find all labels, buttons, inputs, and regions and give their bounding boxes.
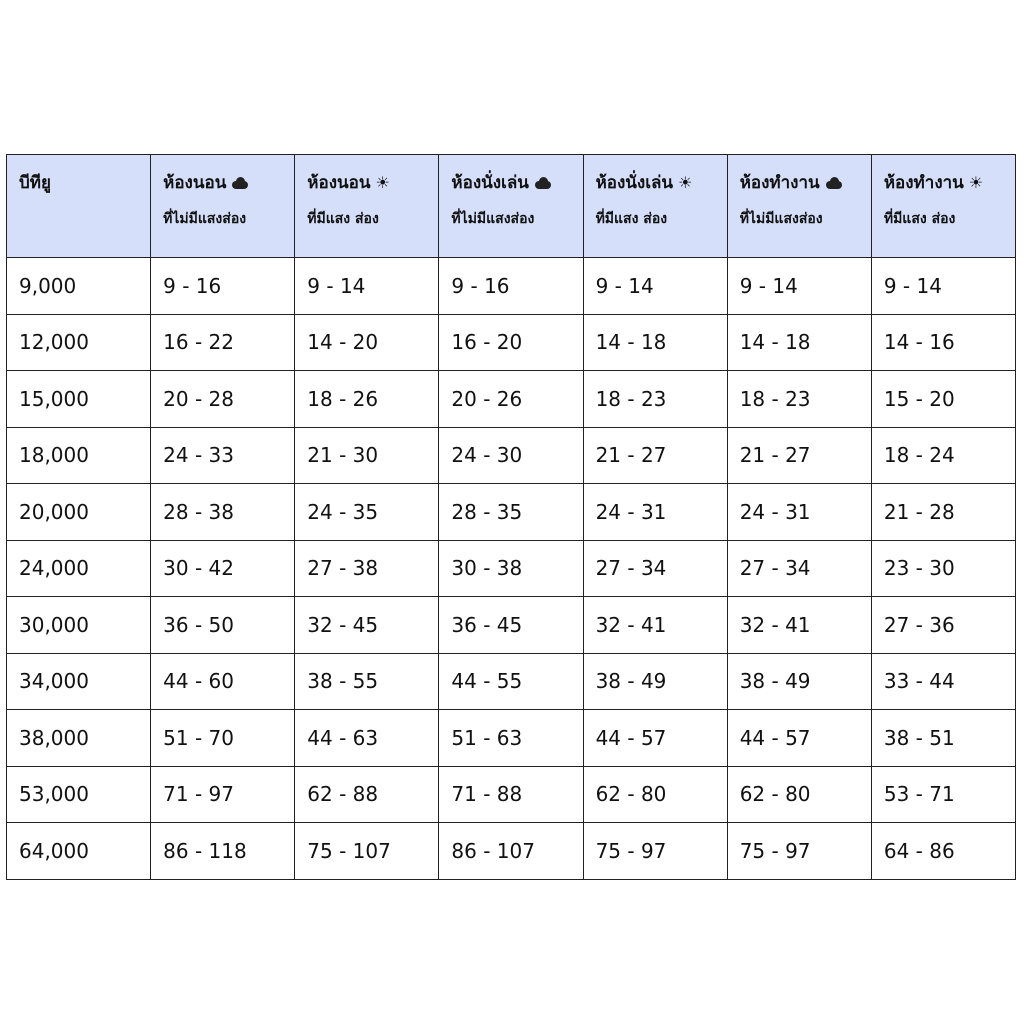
- table-row: [7, 653, 1016, 710]
- area-range-cell: 62 - 80: [583, 766, 727, 823]
- area-range-cell: 24 - 31: [727, 484, 871, 541]
- area-range-cell: 21 - 28: [871, 484, 1015, 541]
- header-light-note: ที่มีแสง ส่อง: [595, 211, 668, 227]
- btu-cell: 64,000: [7, 823, 151, 880]
- cloud-icon: [231, 177, 249, 189]
- btu-cell: 20,000: [7, 484, 151, 541]
- cloud-icon: [534, 177, 552, 189]
- table-row: [7, 484, 1016, 541]
- area-range-cell: 75 - 97: [727, 823, 871, 880]
- area-range-cell: 36 - 45: [439, 597, 583, 654]
- area-range-cell: 9 - 14: [871, 258, 1015, 315]
- header-room-name: ห้องนอน: [163, 173, 227, 193]
- area-range-cell: 14 - 16: [871, 314, 1015, 371]
- area-range-cell: 14 - 20: [295, 314, 439, 371]
- area-range-cell: 28 - 35: [439, 484, 583, 541]
- btu-cell: 18,000: [7, 427, 151, 484]
- btu-cell: 15,000: [7, 371, 151, 428]
- header-room-label: [596, 169, 727, 196]
- btu-cell: 12,000: [7, 314, 151, 371]
- table-row: [7, 427, 1016, 484]
- btu-cell: 53,000: [7, 766, 151, 823]
- header-room-label: [740, 169, 871, 196]
- header-room-label: [163, 169, 294, 196]
- area-range-cell: 18 - 26: [295, 371, 439, 428]
- area-range-cell: 15 - 20: [871, 371, 1015, 428]
- area-range-cell: 64 - 86: [871, 823, 1015, 880]
- header-row: [7, 155, 1016, 258]
- area-range-cell: 86 - 107: [439, 823, 583, 880]
- btu-cell: 34,000: [7, 653, 151, 710]
- area-range-cell: 44 - 60: [151, 653, 295, 710]
- table-row: [7, 766, 1016, 823]
- header-room-label: [451, 169, 582, 196]
- table-body: [7, 258, 1016, 880]
- area-range-cell: 53 - 71: [871, 766, 1015, 823]
- area-range-cell: 44 - 57: [583, 710, 727, 767]
- table-row: [7, 597, 1016, 654]
- area-range-cell: 30 - 38: [439, 540, 583, 597]
- area-range-cell: 75 - 107: [295, 823, 439, 880]
- area-range-cell: 24 - 30: [439, 427, 583, 484]
- area-range-cell: 14 - 18: [583, 314, 727, 371]
- area-range-cell: 24 - 35: [295, 484, 439, 541]
- header-room-name: ห้องทำงาน: [883, 173, 964, 193]
- header-light-note: ที่ไม่มีแสงส่อง: [451, 211, 535, 227]
- sun-icon: ☀: [968, 172, 984, 192]
- header-room-label: [307, 169, 438, 196]
- table-row: [7, 540, 1016, 597]
- area-range-cell: 21 - 27: [727, 427, 871, 484]
- btu-room-size-table: [6, 154, 1016, 880]
- area-range-cell: 28 - 38: [151, 484, 295, 541]
- area-range-cell: 24 - 31: [583, 484, 727, 541]
- header-light-note: ที่มีแสง ส่อง: [883, 211, 956, 227]
- area-range-cell: 38 - 51: [871, 710, 1015, 767]
- area-range-cell: 9 - 14: [583, 258, 727, 315]
- area-range-cell: 9 - 14: [727, 258, 871, 315]
- header-col-0: [151, 155, 295, 258]
- header-room-name: ห้องนั่งเล่น: [451, 173, 529, 193]
- header-col-4: [727, 155, 871, 258]
- header-btu-label: บีทียู: [19, 173, 51, 193]
- header-light-note: ที่มีแสง ส่อง: [307, 211, 379, 227]
- area-range-cell: 24 - 33: [151, 427, 295, 484]
- area-range-cell: 27 - 38: [295, 540, 439, 597]
- area-range-cell: 18 - 23: [727, 371, 871, 428]
- area-range-cell: 21 - 27: [583, 427, 727, 484]
- area-range-cell: 23 - 30: [871, 540, 1015, 597]
- area-range-cell: 38 - 49: [583, 653, 727, 710]
- area-range-cell: 62 - 80: [727, 766, 871, 823]
- area-range-cell: 20 - 26: [439, 371, 583, 428]
- table-row: [7, 710, 1016, 767]
- header-col-5: [871, 155, 1015, 258]
- table-row: [7, 823, 1016, 880]
- area-range-cell: 30 - 42: [151, 540, 295, 597]
- table-row: [7, 371, 1016, 428]
- area-range-cell: 62 - 88: [295, 766, 439, 823]
- header-room-name: ห้องนั่งเล่น: [595, 173, 674, 193]
- header-col-3: [583, 155, 727, 258]
- area-range-cell: 9 - 16: [151, 258, 295, 315]
- header-room-label: [884, 169, 1015, 196]
- area-range-cell: 16 - 22: [151, 314, 295, 371]
- area-range-cell: 51 - 70: [151, 710, 295, 767]
- area-range-cell: 20 - 28: [151, 371, 295, 428]
- area-range-cell: 33 - 44: [871, 653, 1015, 710]
- area-range-cell: 9 - 14: [295, 258, 439, 315]
- area-range-cell: 9 - 16: [439, 258, 583, 315]
- btu-table-container: [6, 154, 1016, 880]
- area-range-cell: 16 - 20: [439, 314, 583, 371]
- header-col-2: [439, 155, 583, 258]
- btu-cell: 38,000: [7, 710, 151, 767]
- area-range-cell: 36 - 50: [151, 597, 295, 654]
- sun-icon: ☀: [375, 172, 390, 192]
- header-btu: [7, 155, 151, 258]
- area-range-cell: 44 - 63: [295, 710, 439, 767]
- btu-cell: 24,000: [7, 540, 151, 597]
- header-light-note: ที่ไม่มีแสงส่อง: [739, 211, 823, 227]
- area-range-cell: 27 - 34: [727, 540, 871, 597]
- table-header: [7, 155, 1016, 258]
- area-range-cell: 38 - 55: [295, 653, 439, 710]
- area-range-cell: 32 - 41: [727, 597, 871, 654]
- area-range-cell: 86 - 118: [151, 823, 295, 880]
- area-range-cell: 18 - 23: [583, 371, 727, 428]
- area-range-cell: 32 - 41: [583, 597, 727, 654]
- cloud-icon: [825, 177, 843, 189]
- area-range-cell: 27 - 34: [583, 540, 727, 597]
- area-range-cell: 71 - 88: [439, 766, 583, 823]
- btu-cell: 30,000: [7, 597, 151, 654]
- header-col-1: [295, 155, 439, 258]
- area-range-cell: 71 - 97: [151, 766, 295, 823]
- area-range-cell: 44 - 57: [727, 710, 871, 767]
- area-range-cell: 14 - 18: [727, 314, 871, 371]
- area-range-cell: 32 - 45: [295, 597, 439, 654]
- sun-icon: ☀: [678, 172, 693, 192]
- area-range-cell: 44 - 55: [439, 653, 583, 710]
- header-light-note: ที่ไม่มีแสงส่อง: [163, 211, 247, 227]
- header-room-name: ห้องทำงาน: [739, 173, 820, 193]
- header-room-name: ห้องนอน: [307, 173, 371, 193]
- area-range-cell: 38 - 49: [727, 653, 871, 710]
- area-range-cell: 21 - 30: [295, 427, 439, 484]
- btu-cell: 9,000: [7, 258, 151, 315]
- area-range-cell: 27 - 36: [871, 597, 1015, 654]
- table-row: [7, 258, 1016, 315]
- area-range-cell: 51 - 63: [439, 710, 583, 767]
- area-range-cell: 75 - 97: [583, 823, 727, 880]
- table-row: [7, 314, 1016, 371]
- area-range-cell: 18 - 24: [871, 427, 1015, 484]
